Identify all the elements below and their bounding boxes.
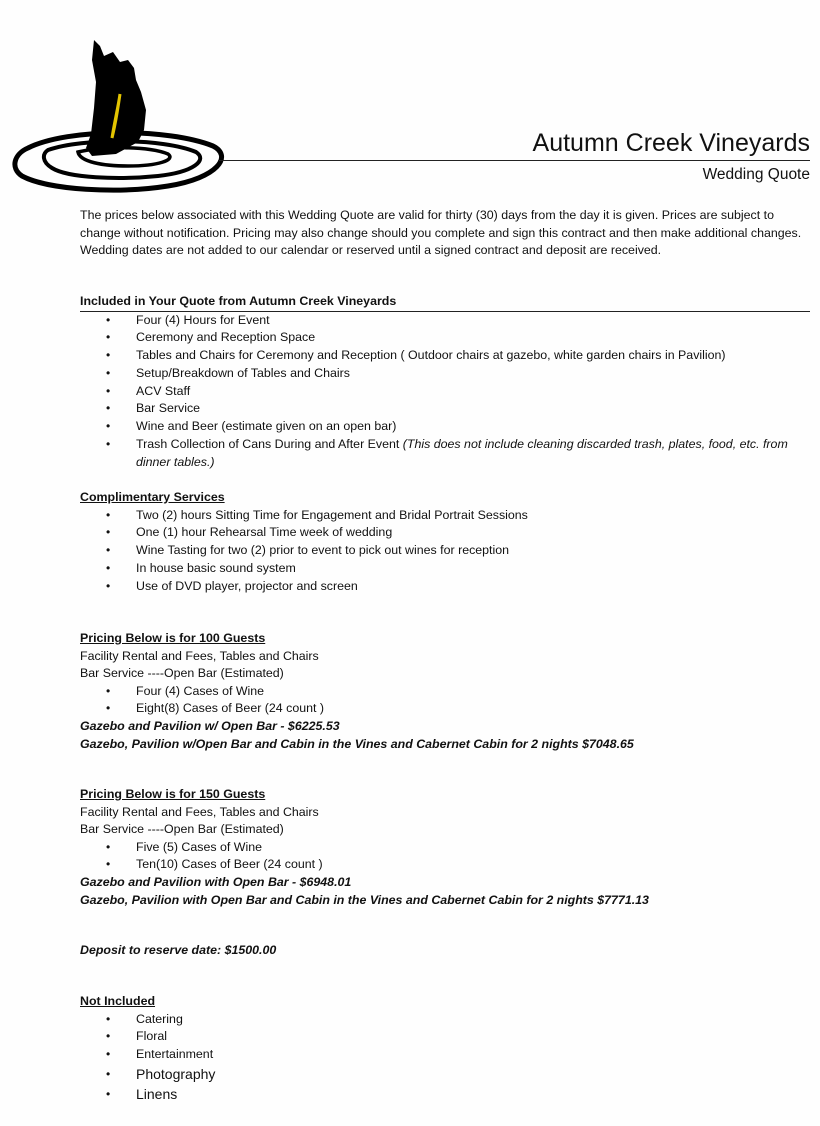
pricing-150-price1: Gazebo and Pavilion with Open Bar - $6948.01 (80, 875, 352, 890)
list-item: • Setup/Breakdown of Tables and Chairs (80, 365, 810, 383)
pricing-100-title: Pricing Below is for 100 Guests (80, 631, 266, 645)
vineyard-logo (8, 38, 230, 200)
list-item: • Wine Tasting for two (2) prior to event to pick out wines for reception (80, 542, 810, 560)
pricing-100-price2: Gazebo, Pavilion w/Open Bar and Cabin in the Vines and Cabernet Cabin for 2 nights $7048.65 (80, 736, 634, 751)
list-item: • Tables and Chairs for Ceremony and Reception ( Outdoor chairs at gazebo, white garden chairs in Pavilion) (80, 347, 810, 365)
list-item: • Catering (80, 1011, 810, 1029)
list-item: • Bar Service (80, 400, 810, 418)
complimentary-section (80, 489, 810, 595)
list-item: • Four (4) Cases of Wine (80, 683, 810, 701)
company-name: Autumn Creek Vineyards (532, 129, 810, 157)
complimentary-title: Complimentary Services (80, 490, 225, 504)
list-item: • Wine and Beer (estimate given on an open bar) (80, 418, 810, 436)
document-title: Wedding Quote (702, 166, 810, 183)
pricing-150-list (80, 839, 810, 875)
list-item: • Entertainment (80, 1046, 810, 1064)
included-section (80, 293, 810, 472)
deposit-line: Deposit to reserve date: $1500.00 (80, 943, 277, 957)
not-included-title: Not Included (80, 994, 156, 1008)
list-item: • Eight(8) Cases of Beer (24 count ) (80, 700, 810, 718)
included-list (80, 312, 810, 472)
pricing-100-list (80, 683, 810, 719)
list-item: • Five (5) Cases of Wine (80, 839, 810, 857)
list-item: • ACV Staff (80, 383, 810, 401)
pricing-100-price1: Gazebo and Pavilion w/ Open Bar - $6225.53 (80, 719, 340, 734)
intro-paragraph: The prices below associated with this Wedding Quote are valid for thirty (30) days from the day it is given. Prices are subject to change without notification. Pricing may also change should you complete and sign this contract and then make additional changes. Wedding dates are not added to our calendar or reserved until a signed contract and deposit are received. (80, 208, 802, 257)
list-item: • Two (2) hours Sitting Time for Engagement and Bridal Portrait Sessions (80, 507, 810, 525)
list-item: • Floral (80, 1028, 810, 1046)
not-included-section (80, 993, 810, 1104)
header-divider (218, 160, 810, 161)
list-item: • One (1) hour Rehearsal Time week of wedding (80, 524, 810, 542)
pricing-150-line2: Bar Service ----Open Bar (Estimated) (80, 822, 284, 836)
pricing-150-section (80, 786, 810, 909)
pricing-100-line1: Facility Rental and Fees, Tables and Chairs (80, 648, 319, 663)
not-included-list (80, 1011, 810, 1104)
list-item (80, 436, 810, 472)
list-item: • Ten(10) Cases of Beer (24 count ) (80, 856, 810, 874)
list-item: • Linens (80, 1084, 810, 1104)
list-item: • In house basic sound system (80, 560, 810, 578)
complimentary-list (80, 507, 810, 596)
pricing-100-line2: Bar Service ----Open Bar (Estimated) (80, 666, 284, 680)
included-title: Included in Your Quote from Autumn Creek Vineyards (80, 293, 810, 312)
pricing-150-title: Pricing Below is for 150 Guests (80, 787, 266, 801)
deposit-section (80, 942, 810, 960)
list-item: • Photography (80, 1064, 810, 1084)
trash-item-note: (This does not include cleaning discarded trash, plates, food, etc. from dinner tables.) (136, 437, 788, 469)
trash-item-text: Trash Collection of Cans During and After Event (136, 437, 403, 452)
list-item: • Use of DVD player, projector and screen (80, 578, 810, 596)
pricing-150-price2: Gazebo, Pavilion with Open Bar and Cabin in the Vines and Cabernet Cabin for 2 nights $7771.13 (80, 892, 649, 907)
pricing-100-section (80, 630, 810, 753)
list-item: • Four (4) Hours for Event (80, 312, 810, 330)
pricing-150-line1: Facility Rental and Fees, Tables and Chairs (80, 804, 319, 819)
list-item: • Ceremony and Reception Space (80, 329, 810, 347)
